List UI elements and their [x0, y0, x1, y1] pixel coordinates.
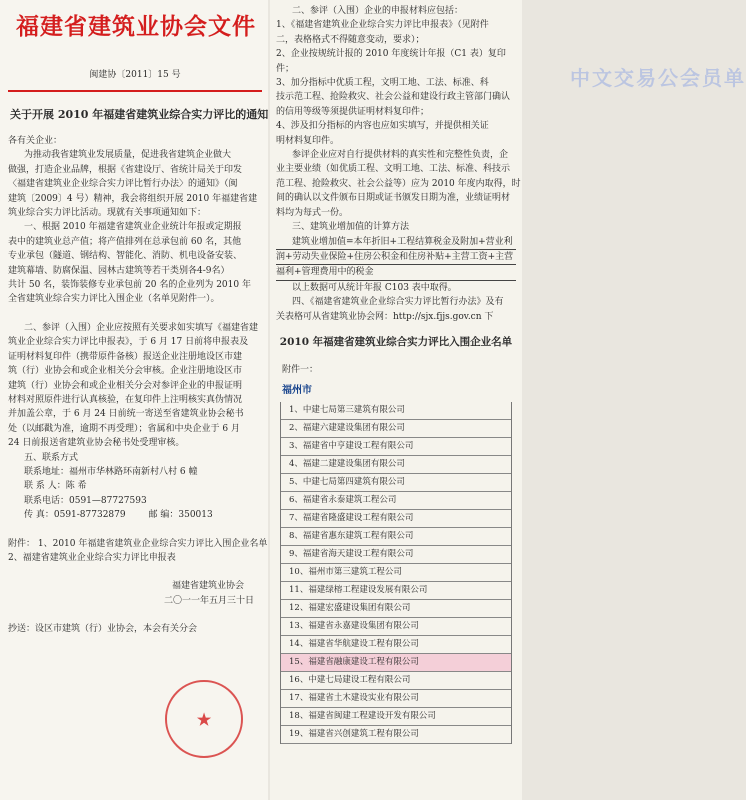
- issue-date: 二〇一一年五月三十日: [163, 595, 254, 606]
- text-line: 筑业综合实力评比活动。现就有关事项通知如下：: [8, 208, 207, 219]
- list-title: 2010 年福建省建筑业综合实力评比入围企业名单: [279, 335, 513, 348]
- company-row: 4、福建二建建设集团有限公司: [281, 456, 511, 474]
- text-line: 技示范工程、抢险救灾、社会公益和建设行政主管部门确认: [276, 92, 511, 103]
- text-line: 2、福建省建筑业企业综合实力评比申报表: [8, 552, 176, 563]
- text-line: 二，表格格式不得随意变动，要求）；: [276, 34, 425, 45]
- paragraph-formula: [276, 235, 516, 281]
- company-row: 2、福建六建建设集团有限公司: [281, 420, 511, 438]
- text-line: 关表格可从省建筑业协会网：http://sjx.fjjs.gov.cn 下: [276, 311, 494, 322]
- company-row: 10、福州市第三建筑工程公司: [281, 564, 511, 582]
- text-line: 附件： 1、2010 年福建省建筑业企业综合实力评比入围企业名单: [8, 538, 268, 549]
- text-line: 件；: [276, 63, 295, 74]
- company-row: 14、福建省华航建设工程有限公司: [281, 636, 511, 654]
- salutation: 各有关企业：: [8, 136, 63, 146]
- text-line: 证明材料复印件（携带原件备核）报送企业注册地设区市建: [8, 351, 243, 362]
- document-header: 福建省建筑业协会文件: [16, 14, 256, 40]
- text-line: 参评企业应对自行提供材料的真实性和完整性负责，企: [292, 150, 509, 161]
- company-row: 18、福建省闽建工程建设开发有限公司: [281, 708, 511, 726]
- official-seal: [165, 680, 243, 758]
- text-line: 明材料复印件。: [276, 135, 340, 146]
- text-line: 业主要业绩（如优质工程、文明工地、工法、标准、科技示: [276, 164, 511, 175]
- issuer: 福建省建筑业协会: [171, 581, 244, 592]
- text-line: 为推动我省建筑业发展质量，促进我省建筑企业做大: [24, 150, 232, 161]
- text-line: 专业承包（隧道、钢结构、智能化、消防、机电设备安装、: [8, 251, 243, 262]
- company-row: 15、福建省融康建设工程有限公司: [281, 654, 511, 672]
- company-row: 16、中建七局建设工程有限公司: [281, 672, 511, 690]
- text-line: 材料对照原件进行认真核验，在复印件上注明核实真伪情况: [8, 394, 243, 405]
- contact-heading: 五、联系方式: [24, 452, 79, 463]
- company-row: 5、中建七局第四建筑有限公司: [281, 474, 511, 492]
- paragraph-materials: [276, 4, 516, 148]
- right-page: [270, 0, 746, 800]
- text-line: 建筑幕墙、防腐保温、园林古建筑等若干类别各4-9名）: [8, 265, 230, 276]
- text-line: 24 日前报送省建筑业协会秘书处受理审核。: [8, 438, 185, 449]
- formula-heading: 三、建筑业增加值的计算方法: [292, 222, 410, 233]
- company-row: 17、福建省土木建设实业有限公司: [281, 690, 511, 708]
- text-line: 全省建筑业综合实力评比入围企业（名单见附件一）。: [8, 294, 220, 305]
- company-row: 8、福建省惠东建筑工程有限公司: [281, 528, 511, 546]
- paragraph-download: [276, 295, 516, 324]
- paragraph-scope: [8, 220, 262, 306]
- watermark: 中文交易公会员单: [570, 66, 746, 90]
- cc-line: 抄送：设区市建筑（行）业协会，本会有关分会: [8, 624, 198, 635]
- contact-fax-postcode: [8, 508, 262, 522]
- contact-person: 联 系 人：陈 希: [24, 481, 87, 492]
- company-row: 7、福建省隆盛建设工程有限公司: [281, 510, 511, 528]
- text-line: 4、涉及扣分指标的内容也应如实填写，并提供相关证: [276, 121, 489, 132]
- company-row: 19、福建省兴创建筑工程有限公司: [281, 726, 511, 744]
- contact-phone: 联系电话：0591—87727593: [24, 495, 147, 506]
- company-row: 9、福建省海天建设工程有限公司: [281, 546, 511, 564]
- company-table: [280, 402, 512, 744]
- header-red-line: [8, 90, 262, 92]
- text-line: 〈福建省建筑业企业综合实力评比暂行办法〉的通知》（闽: [8, 179, 238, 190]
- text-line: 料均为每式一份。: [276, 207, 349, 218]
- paragraph-purpose: [8, 148, 262, 220]
- text-line: 建筑业增加值=本年折旧+工程结算税金及附加+营业利: [276, 235, 516, 250]
- text-line: 福利+管理费用中的税金: [276, 265, 516, 280]
- company-row: 1、中建七局第三建筑有限公司: [281, 402, 511, 420]
- formula-note: 以上数据可从统计年报 C103 表中取得。: [292, 282, 457, 293]
- company-row: 12、福建宏盛建设集团有限公司: [281, 600, 511, 618]
- company-row: 13、福建省永嘉建设集团有限公司: [281, 618, 511, 636]
- text-line: 二、参评（入围）企业的申报材料应包括：: [292, 6, 464, 16]
- seal-star-icon: ★: [196, 709, 212, 729]
- notice-title: 关于开展 2010 年福建省建筑业综合实力评比的通知: [10, 108, 269, 121]
- text-line: 的信用等级等须提供证明材料复印件；: [276, 106, 430, 117]
- attachments-list: [8, 537, 268, 566]
- text-line: 润+劳动失业保险+住房公积金和住房补贴+主营工资+主营: [276, 250, 516, 265]
- attachment-label: 附件一：: [282, 364, 319, 375]
- company-row: 6、福建省永泰建筑工程公司: [281, 492, 511, 510]
- text-line: 1、《福建省建筑业企业综合实力评比申报表》（见附件: [276, 20, 489, 31]
- text-line: 3、加分指标中优质工程，文明工地、工法、标准、科: [276, 78, 489, 89]
- text-line: 表中的建筑业总产值；将产值排列在总承包前 60 名，其他: [8, 236, 242, 247]
- text-line: 一、根据 2010 年福建省建筑业企业统计年报或定期报: [24, 222, 242, 233]
- text-line: 做强，打造企业品牌，根据《省建设厅、省统计局关于印发: [8, 164, 243, 175]
- text-line: 范工程、抢险救灾、社会公益等）应为 2010 年度内取得，时: [276, 178, 521, 189]
- text-line: 2、企业按规统计报的 2010 年度统计年报（C1 表）复印: [276, 49, 506, 60]
- document-number: 闽建协〔2011〕15 号: [89, 70, 181, 80]
- text-line: 处（以邮戳为准，逾期不再受理）；省属和中央企业于 6 月: [8, 423, 240, 434]
- contact-fax: 传 真：0591-87732879: [24, 510, 126, 521]
- text-line: 间的确认以文件颁布日期或证书颁发日期为准，业绩证明材: [276, 193, 511, 204]
- paragraph-authenticity: [276, 148, 521, 220]
- text-line: 二、参评（入围）企业应按照有关要求如实填写《福建省建: [24, 322, 259, 333]
- text-line: 建筑〔2009〕4 号）精神，我会将组织开展 2010 年福建省建: [8, 193, 258, 204]
- text-line: 筑（行）业协会和或企业相关分会审核。企业注册地设区市: [8, 366, 243, 377]
- company-row: 11、福建绿榕工程建设发展有限公司: [281, 582, 511, 600]
- text-line: 四、《福建省建筑业企业综合实力评比暂行办法》及有: [292, 297, 504, 308]
- text-line: 并加盖公章，于 6 月 24 日前统一寄送至省建筑业协会秘书: [8, 409, 244, 420]
- paragraph-procedure: [8, 321, 262, 451]
- company-row: 3、福建省中亨建设工程有限公司: [281, 438, 511, 456]
- text-line: 筑业企业综合实力评比申报表》，于 6 月 17 日前将申报表及: [8, 337, 249, 348]
- text-line: 共计 50 名，装饰装修专业承包前 20 名的企业列为 2010 年: [8, 280, 251, 291]
- left-page: [0, 0, 268, 800]
- contact-address: 联系地址：福州市华林路环南新村八村 6 幢: [24, 466, 198, 477]
- postcode: 邮 编：350013: [148, 510, 213, 521]
- city-heading: 福州市: [282, 385, 312, 397]
- text-line: 建筑（行）业协会和或企业相关分会对参评企业的申报证明: [8, 380, 243, 391]
